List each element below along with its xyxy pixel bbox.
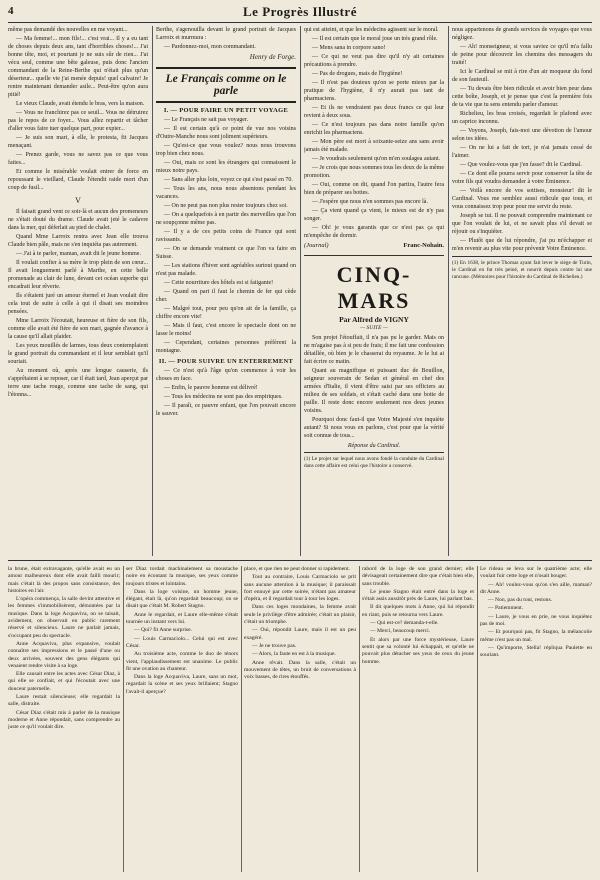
paragraph: — Cette nourriture des hôtels est si fatigante!: [164, 280, 274, 286]
paragraph: Quand Mme Larroix rentra avec Jean elle trouva Claude bien pâle, mais ne s'en inquiéta pas autrement.: [8, 234, 148, 248]
paragraph: — Patiemment.: [488, 605, 524, 612]
paragraph: — Tous les médecins ne sont pas des empiriques.: [164, 394, 283, 400]
paragraph: — Il paraît, ce pauvre enfant, que l'on pouvait encore le sauver.: [156, 403, 296, 417]
paragraph: Son projet l'étouffait, il n'a pas pu le garder. Mais on ne m'agaise pas à si peu de frais; il me fait une confession détaillée, où bien je le chasserai du royaume. Je le lui ai fait écrire ce matin.: [304, 335, 444, 365]
paragraph: nous appartenons de grands services de voyages que vous négligez.: [452, 27, 592, 41]
paragraph: — Oui, comme on dit, quand l'on partira, l'autre fera bien de préparer ses bottes.: [304, 182, 444, 196]
paragraph: Le jeune Stagno était entré dans la loge et s'était assis aussitôt près de Laure, lui parlant bas.: [362, 588, 474, 603]
paragraph: — Cependant, certaines personnes préfèrent la montagne.: [156, 340, 296, 354]
signature-author: Franc-Nohain.: [403, 242, 444, 249]
paragraph: Quant au magnifique et puissant duc de Bouillon, seigneur souverain de Sedan et général en chef des armées d'Italie, il vient d'être saisi par ses officiers au milieu de ses soldats, et s'était caché dans une botte de paille. Il reste donc encore seulement nos deux jeunes voisins.: [304, 368, 444, 414]
paragraph: Le rideau se leva sur le quatrième acte; elle voulait fuir cette loge et n'osait bouger.: [480, 566, 592, 580]
paragraph: — Et pourquoi pas, fit Stagno, la mélancolie même n'est pas un mal.: [480, 629, 592, 643]
column-2: [156, 26, 296, 556]
paragraph: — Alors, la faute en est à la musique.: [252, 651, 336, 658]
paragraph: — Louis Carmaciolo... Celui qui est avec César.: [126, 635, 238, 649]
paragraph: la brune, était extravagante, qu'elle avait eu un amour malheureux dont elle avait failli mourir; mais c'était là des propos sans consistance, des histoires en l'air.: [8, 566, 120, 594]
paragraph: — Ce qui ne veut pas dire qu'il n'y ait certaines précautions à prendre.: [304, 54, 444, 68]
masthead: Le Progrès Illustré: [243, 4, 357, 19]
serial-byline: Par Alfred de VIGNY: [339, 315, 409, 324]
paragraph: — Qui? fit Anne surprise.: [134, 627, 192, 634]
paragraph: Anne le regardait, et Laure elle-même s'était tournée un instant vers lui.: [126, 611, 238, 626]
paragraph: Les yeux mouillés de larmes, tous deux contemplaient le grand portrait du commandant et il leur semblait qu'il souriait.: [8, 343, 148, 365]
paragraph: — Les stations d'hiver sont agréables surtout quand on n'est pas malade.: [156, 263, 296, 277]
article-signature: [304, 242, 444, 249]
paragraph: Laure restait silencieuse; elle regardait la salle, distraite.: [8, 694, 120, 708]
article-headline: Le Français comme on le parle: [156, 67, 296, 103]
paragraph: — J'ai à te parler, maman, avait dit le jeune homme.: [16, 251, 141, 257]
paragraph: — Vous ne franchirez pas ce seuil... Vous ne détruirez pas le repos de ce foyer... Vous allez repartir et tâcher d'aller vous faire tuer quelque part, pour expier...: [8, 110, 148, 132]
paragraph: Pourquoi donc faut-il que Votre Majesté s'en inquiète autant? Si nous vous en parlons, c'est pour que la vérité soit connue de tous...: [304, 417, 444, 439]
paragraph: Il dit quelques mots à Anne, qui lui répondit en riant, puis se retourna vers Laure.: [362, 604, 474, 618]
feuilleton-column-1: [8, 566, 120, 874]
paragraph: — Il n'est pas douteux qu'on se porte mieux par la pratique de l'hygiène, il n'y aurait pas tant de pharmaciens.: [304, 80, 444, 102]
chapter-numeral: V: [75, 196, 81, 205]
paragraph: Ils s'étaient juré un amour éternel et Jean voulait dire cela tout de suite à celle à qui il disait ses moindres pensées.: [8, 293, 148, 315]
feuilleton-column-3: [244, 566, 356, 874]
section-heading: I. — POUR FAIRE UN PETIT VOYAGE: [163, 107, 289, 114]
paragraph: — Qu'est-ce que vous voulez? nous nous trouvons trop bien chez nous.: [156, 143, 296, 157]
paragraph: — Voyons, Joseph, fais-moi une dévotion de l'amour selon tes idées.: [452, 128, 592, 142]
paragraph: — Laure, je vous en prie, ne vous inquiétez pas de moi.: [480, 613, 592, 628]
author-signature: Henry de Forge.: [249, 53, 296, 61]
paragraph: Richelieu, les bras croisés, regardait le plafond avec un caprice inconnu.: [452, 111, 592, 125]
main-columns: [8, 26, 592, 556]
signature-source: (Journal): [304, 242, 329, 249]
paragraph: — Qu'importe, Stella! répliqua Paulette en souriant.: [480, 644, 592, 659]
section-heading: II. — POUR SUIVRE UN ENTERREMENT: [158, 358, 294, 365]
paragraph: Anne rêvait. Dans la salle, c'était un mouvement de têtes, un bruit de conversations à voix basses, de rires étouffés.: [244, 659, 356, 681]
paragraph: — Et ils ne vendraient pas deux francs ce qui leur revient à deux sous.: [304, 105, 444, 119]
paragraph: — Sans aller plus loin, voyez ce qui s'est passé en 70.: [164, 177, 293, 183]
paragraph: — Quand on part il faut le chemin de fer qui cède cher.: [156, 289, 296, 303]
paragraph: Il voulait confier à sa mère le trop plein de son cœur... Il avait longuement parlé à Marthe, en cette belle promenade au clair de lune, devant cet océan superbe qui encadrait leur rêverie.: [8, 260, 148, 290]
feuilleton-section: [8, 560, 592, 876]
paragraph: Au troisième acte, comme le duo de ténors vient, l'applaudissement est unanime. Le public fit une ovation au chanteur.: [126, 651, 238, 672]
paragraph: — Ah! voulez-vous qu'on s'en aille, maman? dit Anne.: [480, 581, 592, 595]
paragraph: — Mais il faut, c'est encore le spectacle dont on ne lasse le moins!: [156, 323, 296, 337]
paragraph: Et alors par une force mystérieuse, Laure sentit que sa volonté lui échappait, et qu'elle ne pouvait plus détacher ses yeux de ceux du jeune homme.: [362, 636, 474, 665]
paragraph: Le vieux Claude, avait étendu le bras, vers la maison.: [16, 101, 145, 107]
paragraph: — Oh! je vous garantis que ce n'est pas ça qui m'empêche de dormir.: [304, 225, 444, 239]
paragraph: — Prenez garde, vous ne savez pas ce que vous faites...: [8, 152, 148, 166]
paragraph: — Le Français ne sait pas voyager.: [164, 117, 249, 123]
paragraph: même pas demandé des nouvelles en me voyant...: [8, 27, 128, 33]
paragraph: — On a quelquefois à en partir des merveilles que l'on ne soupçonne même pas.: [156, 212, 296, 226]
paragraph: L'opéra commença, la salle devint attentive et les femmes s'immobilisèrent, démontées par la musique. Dans la loge Acquaviva, on se taisait, avidement, on observait en public rarement réservé et silencieux. Laure ne parlait jamais, s'occupant peu du spectacle.: [8, 596, 120, 639]
paragraph: Et comme le misérable voulait entrer de force en repoussant le vieillard, Claude l'étendit raide mort d'un coup de fusil...: [8, 169, 148, 191]
paragraph: — Enfin, le pauvre homme est délivré!: [164, 385, 258, 391]
paragraph: qui est atteint, et que les médecins agissent sur le moral.: [304, 27, 439, 33]
paragraph: — Pas de drogues, mais de l'hygiène!: [312, 71, 403, 77]
paragraph: — Qui est-ce? demanda-t-elle.: [370, 620, 439, 627]
column-3: [304, 26, 444, 556]
paragraph: — Que voulez-vous que j'en fasse? dit le Cardinal.: [460, 162, 582, 168]
column-4: [452, 26, 592, 556]
paragraph: — Plutôt que de lui répondre, j'ai pu m'échapper et m'en revenir au plus vite pour prévenir Votre Éminence.: [452, 238, 592, 252]
footnote: (1) Le projet sur lequel nous avons fondé la conduite du Cardinal dans cette affaire est celui que l'histoire a conservé.: [304, 456, 444, 469]
paragraph: — Je crois que nous sommes tous les deux de la même promotion.: [304, 165, 444, 179]
paragraph: Joseph se tut. Il ne pouvait comprendre maintenant ce que l'on voulait de lui, et ne savait plus s'il devait se réjouir ou s'inquiéter.: [452, 213, 592, 235]
paragraph: Au moment où, après une longue causerie, ils s'apprêtaient à se reposer, car il était tard, Jean aperçut par terre une tache rouge, comme une tache de sang, qui l'étonna...: [8, 368, 148, 398]
paragraph: — Voilà encore de vos sottises, monsieur! dit le Cardinal. Vous me semblez aussi ridicule que tous, et vous connaissez trop peur pour me servir du reste.: [452, 188, 592, 210]
serial-suite-label: — SUITE —: [360, 325, 388, 331]
serial-title: CINQ-MARS: [336, 262, 412, 313]
paragraph: Elle causait entre les actes avec César Diaz, à qui elle se confiait, et qui l'écoutait avec une douceur paternelle.: [8, 671, 120, 692]
paragraph: César Diaz s'était mis à parler de la musique moderne et Anne répondait, sans comprendre au juste ce qu'il voulait dire.: [8, 709, 120, 731]
paragraph: — Ce n'est toujours pas dans notre famille qu'on enrichit les pharmaciens.: [304, 122, 444, 136]
paragraph: — Merci, beaucoup merci.: [370, 628, 431, 635]
page-number: 4: [8, 5, 14, 17]
paragraph: ser Diaz tordait machinalement sa moustache noire en écoutant la musique, ses yeux comme toujours tristes et lointains.: [126, 566, 238, 587]
paragraph: — Ce n'est qu'à l'âge qu'on commence à voir les choses en face.: [156, 368, 296, 382]
paragraph: — Il y a de ces petits coins de France qui sont ravissants.: [156, 229, 296, 243]
feuilleton-column-5: [480, 566, 592, 874]
paragraph: rabord de la loge de son grand dernier; elle dévisageait certainement dire que c'était bien elle, sans trouble.: [362, 566, 474, 587]
subchapter-title: Réponse du Cardinal.: [347, 443, 401, 449]
paragraph: Berthe, s'agenouilla devant le grand portrait de Jacques Larroix et murmura :: [156, 27, 296, 41]
paragraph: — On ne peut pas non plus rester toujours chez soi.: [164, 203, 288, 209]
column-1: [8, 26, 148, 556]
paragraph: Ici le Cardinal se mit à rire d'un air moqueur du fond de son fauteuil.: [452, 69, 592, 83]
paragraph: — Mon père est mort à soixante-seize ans sans avoir jamais été malade.: [304, 139, 444, 153]
feuilleton-column-4: [362, 566, 474, 874]
paragraph: — Ça vient quand ça vient, le mieux est de n'y pas songer.: [304, 208, 444, 222]
paragraph: — Il est certain qu'à ce point de vue nos voisins d'Outre-Manche nous sont joliment supérieurs.: [156, 126, 296, 140]
paragraph: — Oui, mais ce sont les étrangers qui connaissent le mieux notre pays.: [156, 160, 296, 174]
paragraph: Anne Acquaviva, plus expansive, voulait connaître ses impressions et le passé d'une ou deux arrivées, souvent des gens élégants qui venaient rendre visite à sa loge.: [8, 640, 120, 669]
paragraph: — Oui, répondit Laure, mais il est un peu exagéré.: [244, 627, 356, 641]
newspaper-page: [8, 4, 592, 876]
paragraph: Mme Larroix l'écoutait, heureuse et fière de son fils, comme elle avait été fière de son mari, gagnée d'avance à la cause qu'il allait plaider.: [8, 318, 148, 340]
paragraph: Dans la loge Acquaviva, Laure, sans un mot, regardait la scène et ses yeux brillaient; Stagno l'avait-il aperçue?: [126, 674, 238, 695]
paragraph: — On se demande vraiment ce que l'on va faire en Suisse.: [156, 246, 296, 260]
paragraph: — Malgré tout, pour peu qu'on ait de la famille, ça chiffre encore vite!: [156, 306, 296, 320]
paragraph: — Non, pas du tout, restons.: [488, 597, 553, 604]
paragraph: — Ma femme!... mon fils!... c'est vrai... Il y a eu tant de choses depuis deux ans, tant d'horribles choses!... J'ai bonne tête, moi, et pourtant je ne suis sûr de rien... J'ai vécu seul, comme une bête galeuse, puis donc l'ancien commandant de la Reine-Berthe qui n'était plus qu'un déserteur... quelle vie j'ai menée depuis! quel calvaire! Je rentre maintenant demander asile... Peut-être qu'on aura pitié!: [8, 36, 148, 98]
paragraph: — Tu devais être bien ridicule et avoir bien peur dans cette boîte, Joseph, et je pense que c'est la première fois de ta vie que tu sens entendu parler d'amour.: [452, 86, 592, 108]
paragraph: — J'espère que nous n'en sommes pas encore là.: [312, 199, 428, 205]
page-header: [8, 4, 592, 23]
paragraph: place, et que rien ne peut donner si rapidement.: [244, 566, 350, 572]
feuilleton-column-2: [126, 566, 238, 874]
paragraph: — Ce dont elle pourra servir pour conserver la tête de votre fils qui voudra demander à votre Éminence.: [452, 171, 592, 185]
paragraph: — Je ne trouve pas.: [252, 642, 297, 649]
paragraph: — Je voudrais seulement qu'on m'en soulagea autant.: [312, 156, 441, 162]
paragraph: Dans la loge voisine, un homme jeune, élégant, était là, qu'on regardait beaucoup; on se disait que c'était M. Robert Stagno.: [126, 588, 238, 610]
paragraph: — Mens sana in corpore sano!: [312, 45, 386, 51]
paragraph: Tout au contraire, Louis Carmaciolo se prit sans aucune attention à la musique; il paraissait fort ennuyé par cette soirée, n'étant pas amateur d'opéra, et il regardait tour à tour les loges.: [244, 574, 356, 603]
paragraph: — Pardonnez-moi, mon commandant.: [164, 44, 256, 50]
paragraph: — Je suis son mari, à elle, le protesta, fit Jacques menaçant.: [8, 135, 148, 149]
paragraph: — Ah! monseigneur, si vous saviez ce qu'il m'a fallu de peine pour découvrir les chemins des messagers du traité!: [452, 44, 592, 66]
paragraph: Il faisait grand vent ce soir-là et aucun des promeneurs ne s'était douté du drame. Claude avait jeté le cadavre dans la mer, qui déferlait au pied de chalet.: [8, 209, 148, 231]
paragraph: Dans ces loges mondaines, la femme avait seule le privilège d'être admirée; c'était un plaisir, c'était un triomphe.: [244, 604, 356, 626]
paragraph: — On ne lui a fait de tort, je n'ai jamais cessé de l'aimer.: [452, 145, 592, 159]
footnote: (1) En 1638, le prince Thomas ayant fait lever le siège de Turin, le Cardinal en fut très peiné, et nourrit depuis contre lui une rancune. (Mémoires pour l'histoire du Cardinal de Richelieu.): [452, 260, 592, 280]
paragraph: — Tous les ans, nous nous absentons pendant les vacances.: [156, 186, 296, 200]
paragraph: — Il est certain que le moral joue un très grand rôle.: [312, 36, 438, 42]
